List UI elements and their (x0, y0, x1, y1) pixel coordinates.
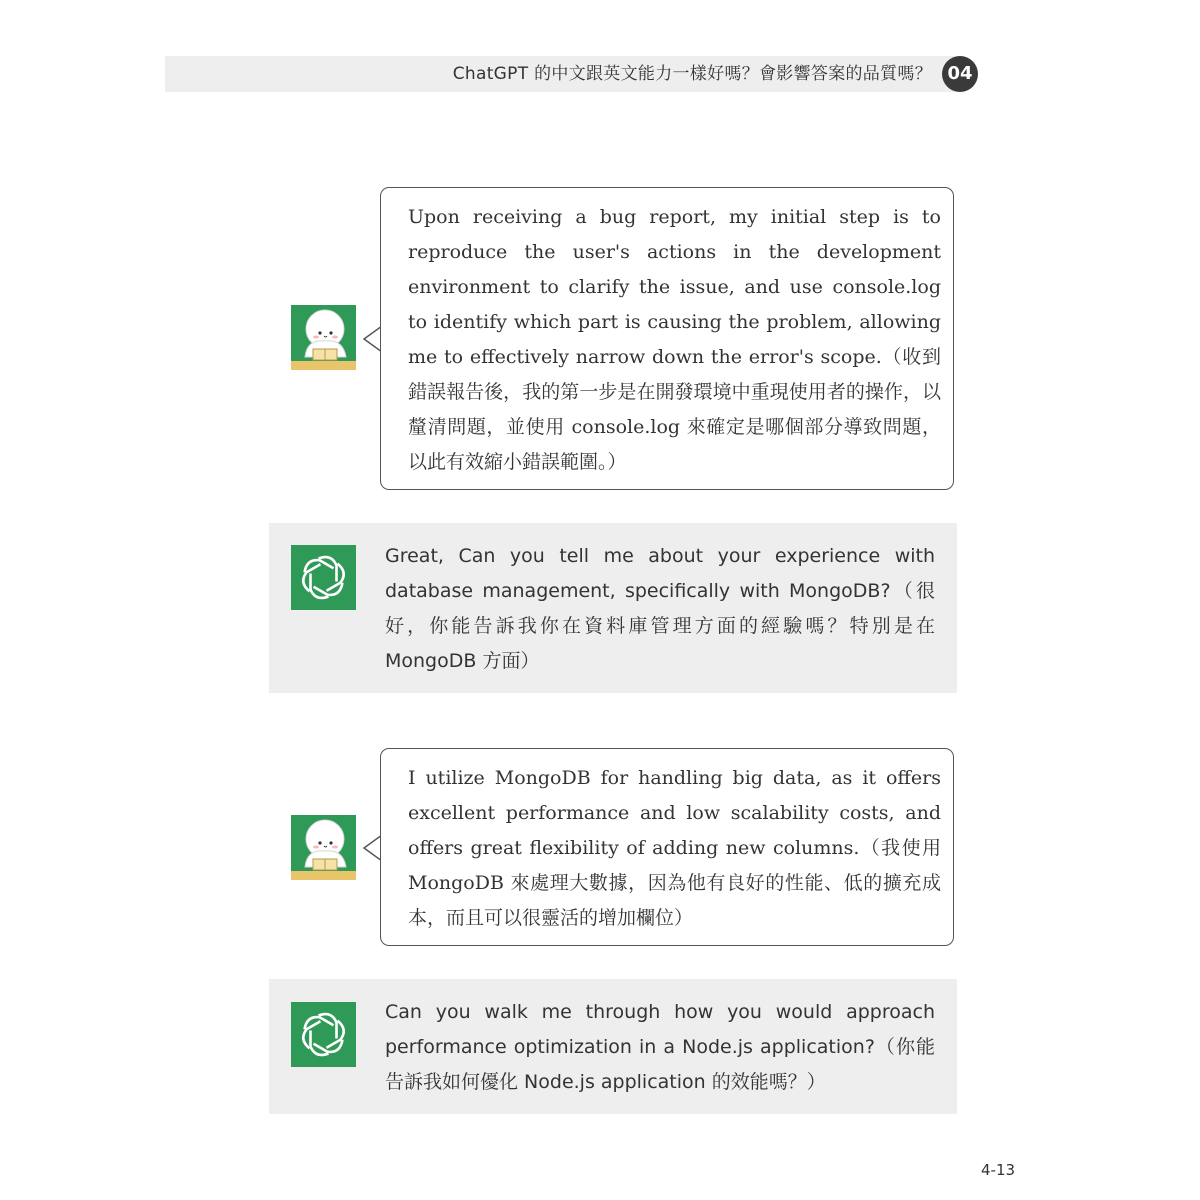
page-number: 4-13 (981, 1161, 1016, 1179)
assistant-message-panel (269, 979, 957, 1114)
header-title: ChatGPT 的中文跟英文能力一樣好嗎？會影響答案的品質嗎？ (452, 64, 932, 84)
speech-bubble-tail (362, 835, 382, 861)
speech-bubble-tail (362, 326, 382, 352)
chatgpt-logo-icon (291, 545, 356, 610)
cartoon-reader-avatar-icon (291, 815, 356, 880)
user-message-text: Upon receiving a bug report, my initial step is to reproduce the user's actions in the development environment to clarify the issue, and use console.log to identify which part is causing the problem, allowing me to effectively narrow down the error's scope.（收到錯誤報告後，我的第一步是在開發環境中重現使用者的操作，以釐清問題，並使用 console.log 來確定是哪個部分導致問題，以此有效縮小錯誤範圍。） (408, 206, 941, 473)
chapter-badge: 04 (942, 56, 978, 92)
cartoon-reader-avatar-icon (291, 305, 356, 370)
user-message-text: I utilize MongoDB for handling big data, as it offers excellent performance and low scalability costs, and offers great flexibility of adding new columns.（我使用 MongoDB 來處理大數據，因為他有良好的性能、低的擴充成本，而且可以很靈活的增加欄位） (408, 767, 941, 929)
assistant-message-panel (269, 523, 957, 693)
chatgpt-logo-icon (291, 1002, 356, 1067)
user-message-bubble (380, 748, 954, 946)
assistant-message-text: Can you walk me through how you would approach performance optimization in a Node.js application?（你能告訴我如何優化 Node.js application 的效能嗎？） (385, 1001, 935, 1093)
user-message-bubble (380, 187, 954, 490)
assistant-message-text: Great, Can you tell me about your experience with database management, specifically with MongoDB?（很好，你能告訴我你在資料庫管理方面的經驗嗎？特別是在 MongoDB 方面） (385, 545, 935, 672)
